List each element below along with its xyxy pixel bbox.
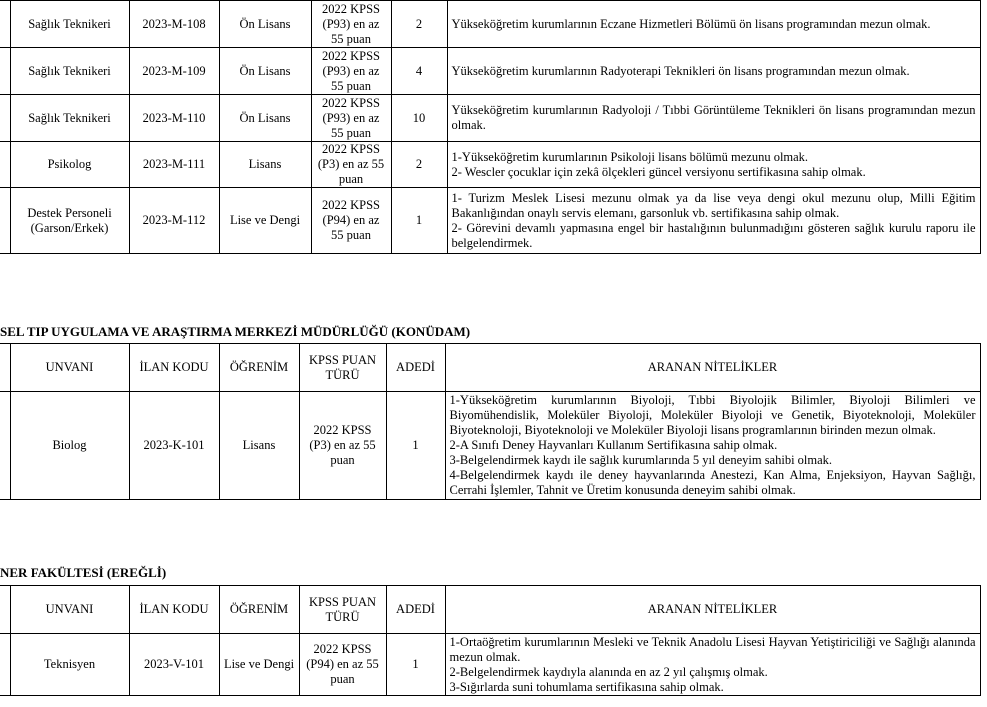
cell-unvan: Sağlık Teknikeri	[10, 48, 129, 95]
edge-cell	[0, 392, 10, 500]
cell-kod: 2023-M-109	[129, 48, 219, 95]
nitelik-line: Yükseköğretim kurumlarının Eczane Hizmetleri Bölümü ön lisans programından mezun olmak.	[451, 16, 931, 31]
table-row	[0, 634, 980, 696]
edge-cell	[0, 142, 10, 188]
section-heading-fakulte: NER FAKÜLTESİ (EREĞLİ)	[0, 565, 167, 580]
header-unvan: UNVANI	[10, 344, 129, 392]
edge-cell	[0, 1, 10, 48]
table-header-row	[0, 586, 980, 634]
cell-nitelik	[447, 142, 980, 188]
cell-nitelik	[447, 188, 980, 254]
nitelik-line: 1- Turizm Meslek Lisesi mezunu olmak ya da lise veya dengi okul mezunu olup, Milli Eğitim Bakanlığından onaylı servis elemanı, garsonluk vb. sertifikasına sahip olmak.	[451, 190, 976, 220]
cell-nitelik	[445, 634, 980, 696]
nitelik-line: 2- Wescler çocuklar için zekâ ölçekleri güncel versiyonu sertifikasına sahip olmak.	[451, 164, 866, 179]
table-row	[0, 1, 980, 48]
table-row	[0, 142, 980, 188]
nitelik-line: 3-Sığırlarda suni tohumlama sertifikasına sahip olmak.	[449, 679, 724, 694]
cell-kpss: 2022 KPSS (P3) en az 55 puan	[299, 392, 386, 500]
header-kod: İLAN KODU	[129, 344, 219, 392]
cell-kod: 2023-M-112	[129, 188, 219, 254]
header-adet: ADEDİ	[386, 586, 445, 634]
edge-cell	[0, 95, 10, 142]
cell-ogrenim: Lise ve Dengi	[219, 188, 311, 254]
cell-ogrenim: Lisans	[219, 392, 299, 500]
nitelik-line: 2-Belgelendirmek kaydıyla alanında en az 2 yıl çalışmış olmak.	[449, 664, 768, 679]
table-row	[0, 188, 980, 254]
cell-kod: 2023-V-101	[129, 634, 219, 696]
cell-unvan: Psikolog	[10, 142, 129, 188]
cell-ogrenim: Ön Lisans	[219, 95, 311, 142]
cell-kod: 2023-M-110	[129, 95, 219, 142]
cell-adet: 1	[391, 188, 447, 254]
cell-adet: 2	[391, 142, 447, 188]
header-nitelik: ARANAN NİTELİKLER	[445, 344, 980, 392]
edge-cell	[0, 48, 10, 95]
table-positions-1	[0, 0, 981, 254]
cell-unvan: Sağlık Teknikeri	[10, 1, 129, 48]
table-positions-3	[0, 585, 981, 696]
cell-kpss: 2022 KPSS (P94) en az 55 puan	[299, 634, 386, 696]
cell-kod: 2023-M-111	[129, 142, 219, 188]
header-kod: İLAN KODU	[129, 586, 219, 634]
cell-unvan: Teknisyen	[10, 634, 129, 696]
nitelik-line: Yükseköğretim kurumlarının Radyoloji / Tıbbi Görüntüleme Teknikleri ön lisans programından mezun olmak.	[451, 103, 976, 132]
nitelik-line: 4-Belgelendirmek kaydı ile deney hayvanlarında Anestezi, Kan Alma, Enjeksiyon, Hayvan Sağlığı, Cerrahi İşlemler, Tahnit ve Üretim konusunda deneyim sahibi olmak.	[449, 468, 976, 497]
cell-adet: 1	[386, 634, 445, 696]
edge-cell	[0, 634, 10, 696]
cell-kod: 2023-M-108	[129, 1, 219, 48]
cell-ogrenim: Lise ve Dengi	[219, 634, 299, 696]
cell-ogrenim: Ön Lisans	[219, 1, 311, 48]
cell-nitelik	[447, 48, 980, 95]
cell-adet: 4	[391, 48, 447, 95]
cell-adet: 10	[391, 95, 447, 142]
cell-kpss: 2022 KPSS (P93) en az 55 puan	[311, 1, 391, 48]
cell-kpss: 2022 KPSS (P94) en az 55 puan	[311, 188, 391, 254]
cell-adet: 2	[391, 1, 447, 48]
cell-ogrenim: Lisans	[219, 142, 311, 188]
edge-cell	[0, 188, 10, 254]
table-row	[0, 392, 980, 500]
cell-kpss: 2022 KPSS (P93) en az 55 puan	[311, 48, 391, 95]
cell-kod: 2023-K-101	[129, 392, 219, 500]
edge-cell	[0, 344, 10, 392]
cell-unvan: Biolog	[10, 392, 129, 500]
edge-cell	[0, 586, 10, 634]
cell-unvan: Destek Personeli (Garson/Erkek)	[10, 188, 129, 254]
cell-nitelik	[445, 392, 980, 500]
nitelik-line: 1-Yükseköğretim kurumlarının Biyoloji, Tıbbi Biyolojik Bilimler, Biyoloji Bilimleri ve Biyomühendislik, Moleküler Biyoloji, Moleküler Biyoloji ve Genetik, Biyoteknoloji, Moleküler Biyoteknoloji, Biyoteknoloji ve Moleküler Biyoloji lisans programlarının birinden mezun olmak.	[449, 393, 976, 437]
header-kpss: KPSS PUAN TÜRÜ	[299, 586, 386, 634]
header-kpss: KPSS PUAN TÜRÜ	[299, 344, 386, 392]
header-unvan: UNVANI	[10, 586, 129, 634]
header-ogrenim: ÖĞRENİM	[219, 344, 299, 392]
nitelik-line: 2-A Sınıfı Deney Hayvanları Kullanım Sertifikasına sahip olmak.	[449, 438, 778, 452]
nitelik-line: Yükseköğretim kurumlarının Radyoterapi Teknikleri ön lisans programından mezun olmak.	[451, 63, 910, 78]
table-positions-2	[0, 343, 981, 500]
cell-nitelik	[447, 1, 980, 48]
cell-adet: 1	[386, 392, 445, 500]
nitelik-line: 1-Ortaöğretim kurumlarının Mesleki ve Teknik Anadolu Lisesi Hayvan Yetiştiriciliği ve Sağlığı alanında mezun olmak.	[449, 634, 976, 664]
header-adet: ADEDİ	[386, 344, 445, 392]
header-nitelik: ARANAN NİTELİKLER	[445, 586, 980, 634]
nitelik-line: 3-Belgelendirmek kaydı ile sağlık kurumlarında 5 yıl deneyim sahibi olmak.	[449, 453, 833, 467]
cell-kpss: 2022 KPSS (P3) en az 55 puan	[311, 142, 391, 188]
cell-nitelik	[447, 95, 980, 142]
section-heading-konudam: SEL TIP UYGULAMA VE ARAŞTIRMA MERKEZİ MÜDÜRLÜĞÜ (KONÜDAM)	[0, 324, 471, 339]
cell-unvan: Sağlık Teknikeri	[10, 95, 129, 142]
table-header-row	[0, 344, 980, 392]
header-ogrenim: ÖĞRENİM	[219, 586, 299, 634]
cell-kpss: 2022 KPSS (P93) en az 55 puan	[311, 95, 391, 142]
nitelik-line: 1-Yükseköğretim kurumlarının Psikoloji lisans bölümü mezunu olmak.	[451, 149, 809, 164]
table-row	[0, 48, 980, 95]
cell-ogrenim: Ön Lisans	[219, 48, 311, 95]
nitelik-line: 2- Görevini devamlı yapmasına engel bir hastalığının bulunmadığını gösteren sağlık kurulu raporu ile belgelendirmek.	[451, 220, 976, 250]
table-row	[0, 95, 980, 142]
